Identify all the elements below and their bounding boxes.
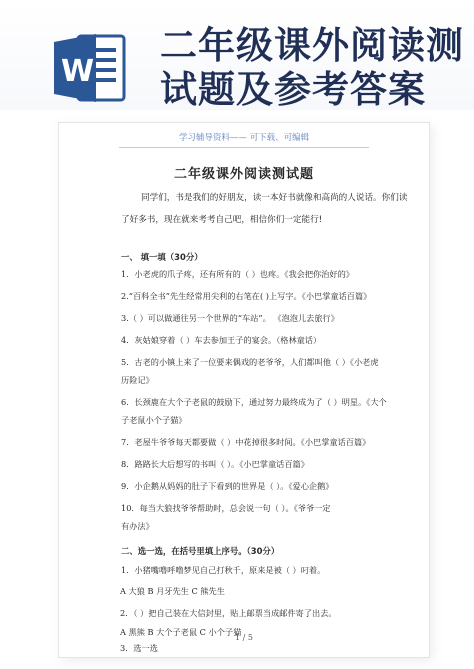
intro-line-2: 多书，现在就来考考自己吧，相信你们一定能行! bbox=[138, 215, 323, 225]
choice-question-1: 1．小猪嘴噜呼噜梦见自己打秋千，原来是被（ ）叼着。 bbox=[121, 565, 326, 575]
document-title: 二年级课外阅读测试题 bbox=[173, 167, 314, 182]
title-banner bbox=[0, 0, 474, 110]
choice-question-2-options: A 黑熊 B 大个子老鼠 C 小个子猫 bbox=[120, 627, 242, 637]
question-2: 2.“百科全书”先生经常用尖利的右笔在( )上写字。《小巴掌童话百篇》 bbox=[121, 291, 372, 301]
question-1: 1．小老虎的爪子疼，还有所有的（ ）也疼。《我会把你治好的》 bbox=[121, 269, 354, 279]
section-1-heading: 一、 填一填（30分） bbox=[121, 252, 203, 262]
question-3: 3.（ ）可以做通往另一个世界的“车站”。 《泡泡儿去旅行》 bbox=[121, 313, 339, 323]
banner-title bbox=[160, 24, 470, 112]
intro-paragraph bbox=[121, 187, 411, 231]
question-8: 8．路路长大后想写的书叫（ ）。《小巴掌童话百篇》 bbox=[121, 459, 309, 469]
question-7: 7．老屋牛爷爷每天都要做（ ）中花掉很多时间。《小巴掌童话百篇》 bbox=[121, 437, 371, 447]
page-number: 1 / 5 bbox=[235, 633, 253, 642]
word-document-icon bbox=[52, 30, 128, 106]
header-divider bbox=[119, 147, 369, 148]
header-note: 学习辅导资料—— 可下载、可编辑 bbox=[178, 133, 310, 143]
document-page bbox=[58, 122, 430, 658]
question-10-cont: 有办法》 bbox=[121, 521, 154, 531]
question-5: 5．古老的小镇上来了一位要来偶戏的老爷爷，人们都叫他（ ）《小老虎 bbox=[121, 357, 379, 367]
intro-line-1: 同学们，书是我们的好朋友，读一本好书就像和高尚的人说话。你们读了好 bbox=[121, 193, 408, 225]
question-4: 4．灰姑娘穿着（ ）车去参加王子的宴会。（格林童话） bbox=[121, 335, 322, 345]
question-10: 10．每当大狼找爷爷帮助时，总会说一句（ ）。《爷爷一定 bbox=[121, 503, 331, 513]
choice-question-3: 3．选一选 bbox=[120, 643, 158, 653]
choice-question-2: 2．（ ）把自己装在大信封里，贴上邮票当成邮件寄了出去。 bbox=[120, 608, 337, 618]
question-9: 9．小企鹅从妈妈的肚子下看到的世界是（ ）。《爱心企鹅》 bbox=[121, 481, 334, 491]
question-5-cont: 历险记》 bbox=[121, 375, 154, 385]
choice-question-1-options: A 大狼 B 月牙先生 C 熊先生 bbox=[120, 586, 225, 596]
banner-title-line2: 试题及参考答案 bbox=[160, 68, 426, 111]
section-2-heading: 二、选一选，在括号里填上序号。（30分） bbox=[121, 546, 280, 556]
svg-text:W: W bbox=[61, 54, 95, 89]
question-6: 6．长颈鹿在大个子老鼠的鼓励下，通过努力最终成为了（ ）明星。《大个 bbox=[121, 397, 387, 407]
question-6-cont: 子老鼠小个子猫》 bbox=[121, 415, 187, 425]
banner-title-line1: 二年级课外阅读测 bbox=[160, 24, 464, 67]
